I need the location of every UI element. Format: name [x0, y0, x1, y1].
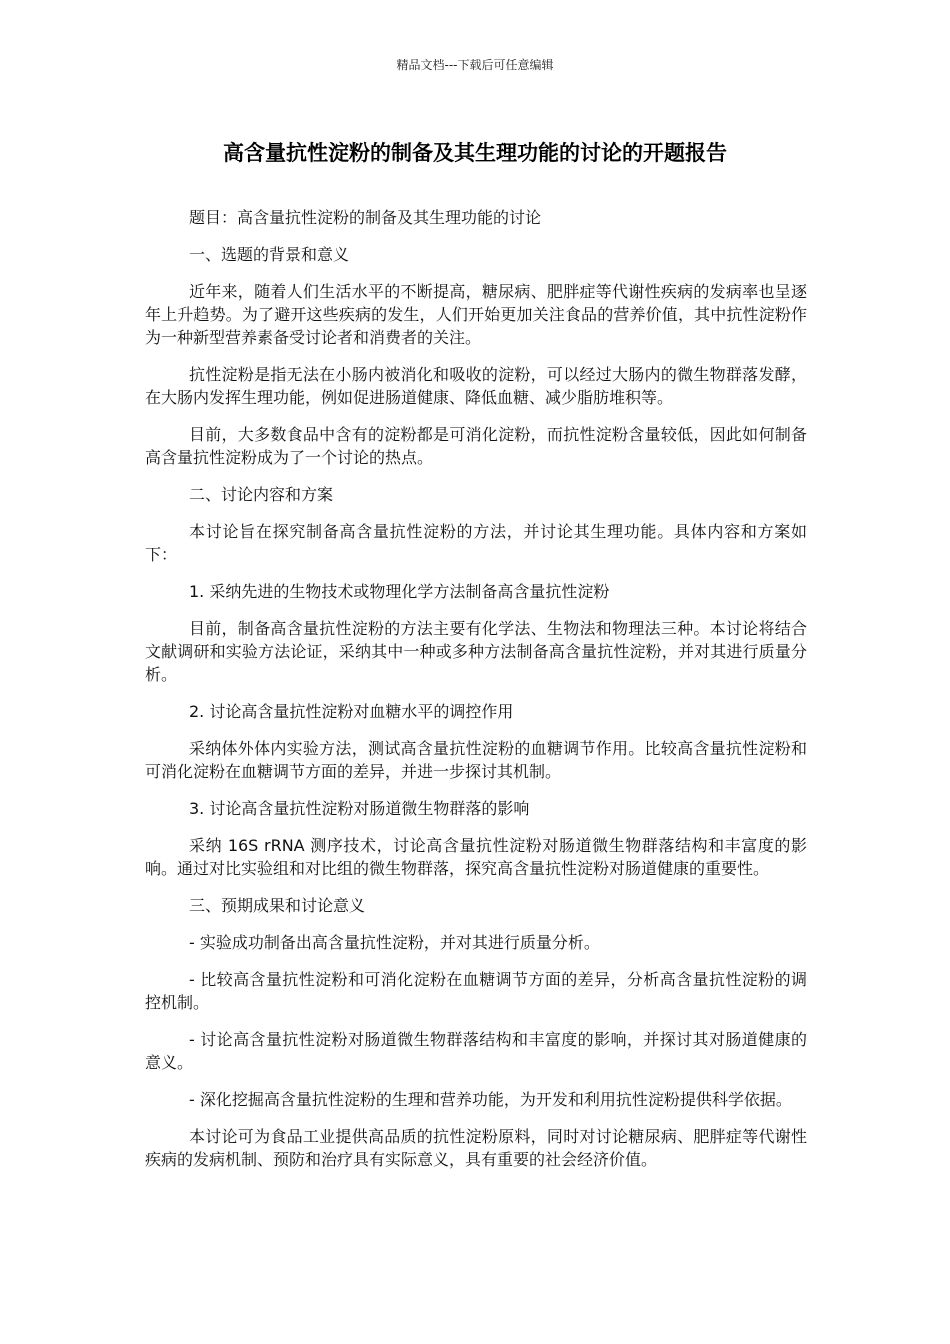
section-heading-outcomes: 三、预期成果和讨论意义	[189, 896, 366, 915]
paragraph-conclusion: 本讨论可为食品工业提供高品质的抗性淀粉原料，同时对讨论糖尿病、肥胖症等代谢性疾病的发病机制、预防和治疗具有实际意义，具有重要的社会经济价值。	[145, 1127, 807, 1169]
section-heading-background: 一、选题的背景和意义	[189, 245, 350, 264]
document-body	[145, 206, 807, 1185]
paragraph-background-1: 近年来，随着人们生活水平的不断提高，糖尿病、肥胖症等代谢性疾病的发病率也呈逐年上升趋势。为了避开这些疾病的发生，人们开始更加关注食品的营养价值，其中抗性淀粉作为一种新型营养素备受讨论者和消费者的关注。	[145, 282, 807, 347]
outcome-bullet-1: - 实验成功制备出高含量抗性淀粉，并对其进行质量分析。	[189, 933, 600, 952]
topic-line: 题目：高含量抗性淀粉的制备及其生理功能的讨论	[189, 208, 542, 227]
outcome-bullet-3: - 讨论高含量抗性淀粉对肠道微生物群落结构和丰富度的影响，并探讨其对肠道健康的意义。	[145, 1030, 807, 1072]
page-header-note: 精品文档---下载后可任意编辑	[396, 58, 554, 72]
outcome-bullet-4: - 深化挖掘高含量抗性淀粉的生理和营养功能，为开发和利用抗性淀粉提供科学依据。	[189, 1090, 792, 1109]
paragraph-content-intro: 本讨论旨在探究制备高含量抗性淀粉的方法，并讨论其生理功能。具体内容和方案如下：	[145, 522, 807, 564]
outcome-bullet-2: - 比较高含量抗性淀粉和可消化淀粉在血糖调节方面的差异，分析高含量抗性淀粉的调控机制。	[145, 970, 807, 1012]
subheading-item-1: 1. 采纳先进的生物技术或物理化学方法制备高含量抗性淀粉	[189, 582, 610, 601]
paragraph-item-2: 采纳体外体内实验方法，测试高含量抗性淀粉的血糖调节作用。比较高含量抗性淀粉和可消化淀粉在血糖调节方面的差异，并进一步探讨其机制。	[145, 739, 807, 781]
paragraph-item-3: 采纳 16S rRNA 测序技术，讨论高含量抗性淀粉对肠道微生物群落结构和丰富度的影响。通过对比实验组和对比组的微生物群落，探究高含量抗性淀粉对肠道健康的重要性。	[145, 836, 807, 878]
paragraph-background-3: 目前，大多数食品中含有的淀粉都是可消化淀粉，而抗性淀粉含量较低，因此如何制备高含量抗性淀粉成为了一个讨论的热点。	[145, 425, 807, 467]
paragraph-background-2: 抗性淀粉是指无法在小肠内被消化和吸收的淀粉，可以经过大肠内的微生物群落发酵，在大肠内发挥生理功能，例如促进肠道健康、降低血糖、减少脂肪堆积等。	[145, 365, 807, 407]
document-title: 高含量抗性淀粉的制备及其生理功能的讨论的开题报告	[223, 141, 727, 165]
paragraph-item-1: 目前，制备高含量抗性淀粉的方法主要有化学法、生物法和物理法三种。本讨论将结合文献调研和实验方法论证，采纳其中一种或多种方法制备高含量抗性淀粉，并对其进行质量分析。	[145, 619, 807, 684]
subheading-item-2: 2. 讨论高含量抗性淀粉对血糖水平的调控作用	[189, 702, 514, 721]
subheading-item-3: 3. 讨论高含量抗性淀粉对肠道微生物群落的影响	[189, 799, 530, 818]
section-heading-content: 二、讨论内容和方案	[189, 485, 334, 504]
